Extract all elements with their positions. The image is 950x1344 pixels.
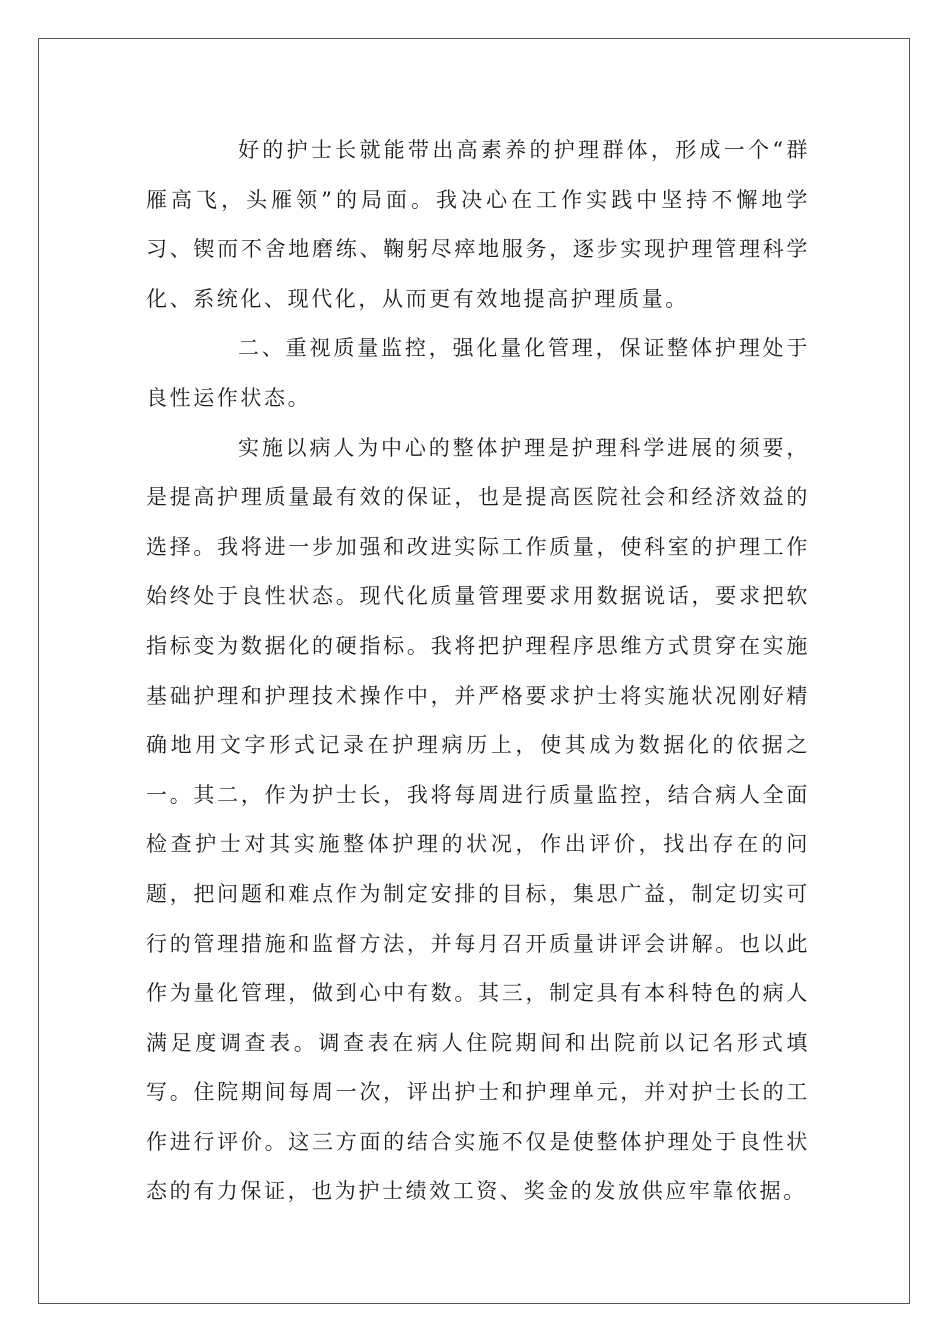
document-body	[146, 126, 810, 1217]
paragraph-3: 实施以病人为中心的整体护理是护理科学进展的须要，是提高护理质量最有效的保证，也是提高医院社会和经济效益的选择。我将进一步加强和改进实际工作质量，使科室的护理工作始终处于良性状态。现代化质量管理要求用数据说话，要求把软指标变为数据化的硬指标。我将把护理程序思维方式贯穿在实施基础护理和护理技术操作中，并严格要求护士将实施状况刚好精确地用文字形式记录在护理病历上，使其成为数据化的依据之一。其二，作为护士长，我将每周进行质量监控，结合病人全面检查护士对其实施整体护理的状况，作出评价，找出存在的问题，把问题和难点作为制定安排的目标，集思广益，制定切实可行的管理措施和监督方法，并每月召开质量讲评会讲解。也以此作为量化管理，做到心中有数。其三，制定具有本科特色的病人满足度调查表。调查表在病人住院期间和出院前以记名形式填写。住院期间每周一次，评出护士和护理单元，并对护士长的工作进行评价。这三方面的结合实施不仅是使整体护理处于良性状态的有力保证，也为护士绩效工资、奖金的发放供应牢靠依据。	[146, 435, 810, 1204]
paragraph-1: 好的护士长就能带出高素养的护理群体，形成一个“群雁高飞，头雁领”的局面。我决心在工作实践中坚持不懈地学习、锲而不舍地磨练、鞠躬尽瘁地服务，逐步实现护理管理科学化、系统化、现代化，从而更有效地提高护理质量。	[146, 138, 810, 311]
section-heading-2: 二、重视质量监控，强化量化管理，保证整体护理处于良性运作状态。	[146, 336, 810, 410]
